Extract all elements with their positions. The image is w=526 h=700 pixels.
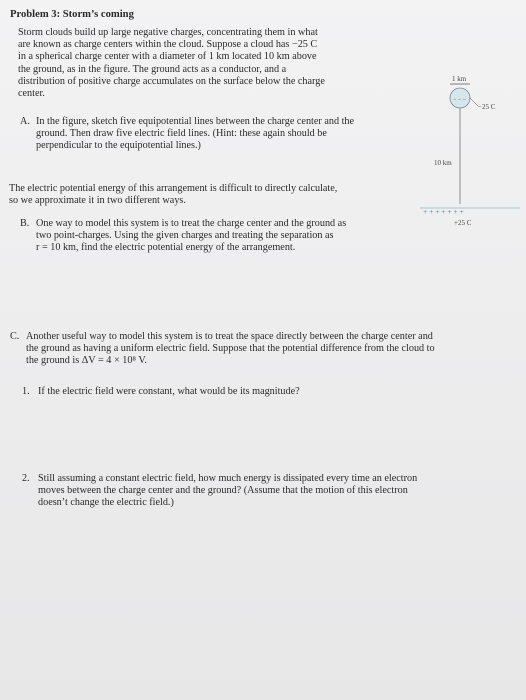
part-b-line: two point-charges. Using the given charges and treating the separation as xyxy=(36,230,334,242)
note-line: so we approximate it in two different ways. xyxy=(9,195,186,207)
part-b-line: r = 10 km, find the electric potential energy of the arrangement. xyxy=(36,242,296,254)
height-label: 10 km xyxy=(434,159,452,167)
part-a-label: A. xyxy=(20,116,30,127)
cloud-minus-signs: − − − xyxy=(453,97,467,103)
part-b-line: One way to model this system is to treat the charge center and the ground as xyxy=(36,218,347,229)
problem-title: Problem 3: Storm’s coming xyxy=(10,9,134,20)
part-c xyxy=(10,331,435,368)
part-a-line: ground. Then draw five electric field lines. (Hint: these again should be xyxy=(36,128,327,140)
part-a-line: In the figure, sketch five equipotential lines between the charge center and the xyxy=(36,116,355,127)
intro-line: in a spherical charge center with a diameter of 1 km located 10 km above xyxy=(18,51,317,63)
question-2-line: moves between the charge center and the ground? (Assume that the motion of this electron xyxy=(38,485,408,497)
part-c-line: the ground is ΔV = 4 × 10⁸ V. xyxy=(26,355,147,367)
ground-charge-label: +25 C xyxy=(454,219,472,227)
part-b xyxy=(20,218,346,255)
question-2-label: 2. xyxy=(22,473,30,484)
part-c-line: the ground as having a uniform electric field. Suppose that the potential difference from the cloud to xyxy=(26,343,435,355)
intro-line: Storm clouds build up large negative charges, concentrating them in what xyxy=(18,27,318,38)
intro-line: are known as charge centers within the cloud. Suppose a cloud has −25 C xyxy=(18,39,318,51)
question-1-text: If the electric field were constant, what would be its magnitude? xyxy=(38,386,300,397)
part-a xyxy=(20,116,354,153)
figure-drawing xyxy=(420,68,520,238)
cloud-charge-leader xyxy=(470,98,478,106)
intro-paragraph xyxy=(18,27,398,100)
question-1 xyxy=(22,386,300,398)
question-2 xyxy=(22,473,417,510)
part-a-line: perpendicular to the equipotential lines.) xyxy=(36,140,201,152)
intro-line: distribution of positive charge accumulates on the surface below the charge xyxy=(18,75,325,87)
approximation-note xyxy=(9,183,337,207)
storm-cloud-figure xyxy=(420,68,520,238)
intro-line: the ground, as in the figure. The ground acts as a conductor, and a xyxy=(18,63,287,75)
intro-line: center. xyxy=(18,88,45,100)
ground-plus-signs: + + + + + + + xyxy=(423,207,464,216)
cloud-charge-label: −25 C xyxy=(478,103,496,111)
part-c-label: C. xyxy=(10,331,20,342)
part-b-label: B. xyxy=(20,218,30,229)
part-c-line: Another useful way to model this system is to treat the space directly between the charge center and xyxy=(26,331,433,342)
question-1-label: 1. xyxy=(22,386,30,397)
diameter-label: 1 km xyxy=(452,75,467,83)
question-2-line: doesn’t change the electric field.) xyxy=(38,497,174,509)
question-2-line: Still assuming a constant electric field, how much energy is dissipated every time an electron xyxy=(38,473,418,484)
note-line: The electric potential energy of this arrangement is difficult to directly calculate, xyxy=(9,183,338,194)
